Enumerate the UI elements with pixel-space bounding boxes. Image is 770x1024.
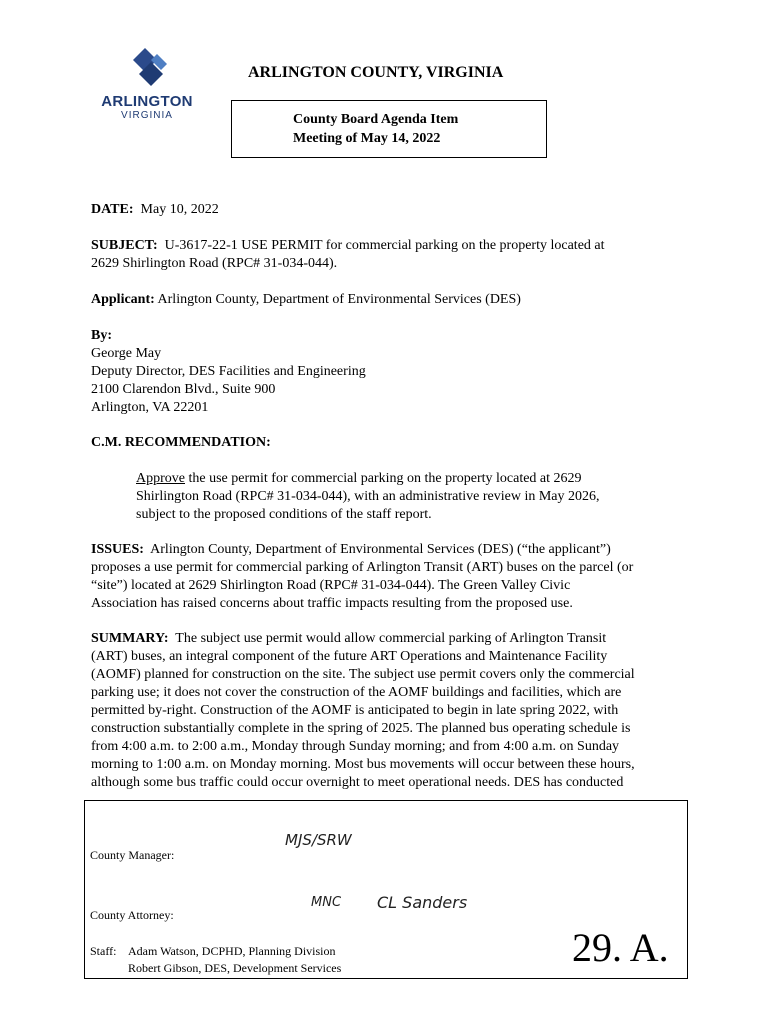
approve-text: Approve [136,471,185,486]
staff-label: Staff: [90,944,117,958]
meeting-date-label: Meeting of May 14, 2022 [293,131,441,146]
issues-text-1: Arlington County, Department of Environmental Services (DES) (“the applicant”) [150,542,611,557]
county-attorney-signature: CL Sanders [377,893,468,912]
recommendation-label: C.M. RECOMMENDATION: [91,435,271,450]
summary-line-4: parking use; it does not cover the construction of the AOMF buildings and facilities, which are [91,685,622,700]
county-manager-label: County Manager: [90,848,175,862]
summary-line-5: permitted by-right. Construction of the AOMF is anticipated to begin in late spring 2022, with [91,703,619,718]
agenda-item-number: 29. A. [572,925,669,970]
summary-line-3: (AOMF) planned for construction on the site. The subject use permit covers only the commercial [91,667,635,682]
arlington-logo [92,46,202,126]
issues-line-4: Association has raised concerns about traffic impacts resulting from the proposed use. [91,596,573,611]
staff-line-2: Robert Gibson, DES, Development Services [128,961,342,975]
county-manager-initials: MJS/SRW [285,831,352,849]
issues-label: ISSUES: [91,542,144,557]
county-attorney-initials: MNC [311,895,342,910]
recommendation-line-3: subject to the proposed conditions of the staff report. [136,507,432,522]
applicant-value: Arlington County, Department of Environmental Services (DES) [157,292,521,307]
summary-line-6: construction substantially complete in the spring of 2025. The planned bus operating schedule is [91,721,631,736]
recommendation-line-2: Shirlington Road (RPC# 31-034-044), with an administrative review in May 2026, [136,489,600,504]
summary-line-8: morning to 1:00 a.m. on Monday morning. Most bus movements will occur between these hours, [91,757,635,772]
issues-line-2: proposes a use permit for commercial parking of Arlington Transit (ART) buses on the parcel (or [91,560,634,575]
by-title: Deputy Director, DES Facilities and Engineering [91,364,366,379]
by-city: Arlington, VA 22201 [91,400,209,415]
summary-line-7: from 4:00 a.m. to 2:00 a.m., Monday through Sunday morning; and from 4:00 a.m. on Sunday [91,739,620,754]
applicant-line [91,291,521,309]
summary-line-2: (ART) buses, an integral component of the future ART Operations and Maintenance Facility [91,649,608,664]
subject-line-2: 2629 Shirlington Road (RPC# 31-034-044). [91,256,338,271]
issues-line-3: “site”) located at 2629 Shirlington Road (RPC# 31-034-044). The Green Valley Civic [91,578,571,593]
county-title: ARLINGTON COUNTY, VIRGINIA [248,64,504,81]
subject-line-1 [91,237,605,255]
subject-label: SUBJECT: [91,238,158,253]
date-line [91,201,219,219]
recommendation-line-1 [136,470,582,488]
date-value: May 10, 2022 [140,202,219,217]
recommendation-text-1: the use permit for commercial parking on the property located at 2629 [188,471,582,486]
applicant-label: Applicant: [91,292,155,307]
agenda-item-label: County Board Agenda Item [293,112,459,127]
subject-text-1: U-3617-22-1 USE PERMIT for commercial parking on the property located at [164,238,605,253]
summary-line-1 [91,630,606,648]
summary-line-9: although some bus traffic could occur overnight to meet operational needs. DES has conducted [91,775,624,790]
logo-subtitle: VIRGINIA [121,110,173,121]
diamond-logo-icon [121,48,173,90]
by-address: 2100 Clarendon Blvd., Suite 900 [91,382,276,397]
by-label: By: [91,328,112,343]
issues-line-1 [91,541,611,559]
summary-text-1: The subject use permit would allow commercial parking of Arlington Transit [175,631,607,646]
staff-line-1: Adam Watson, DCPHD, Planning Division [128,944,336,958]
agenda-item-box [231,100,547,158]
logo-name: ARLINGTON [101,93,193,110]
by-name: George May [91,346,162,361]
county-attorney-label: County Attorney: [90,908,174,922]
date-label: DATE: [91,202,134,217]
summary-label: SUMMARY: [91,631,169,646]
